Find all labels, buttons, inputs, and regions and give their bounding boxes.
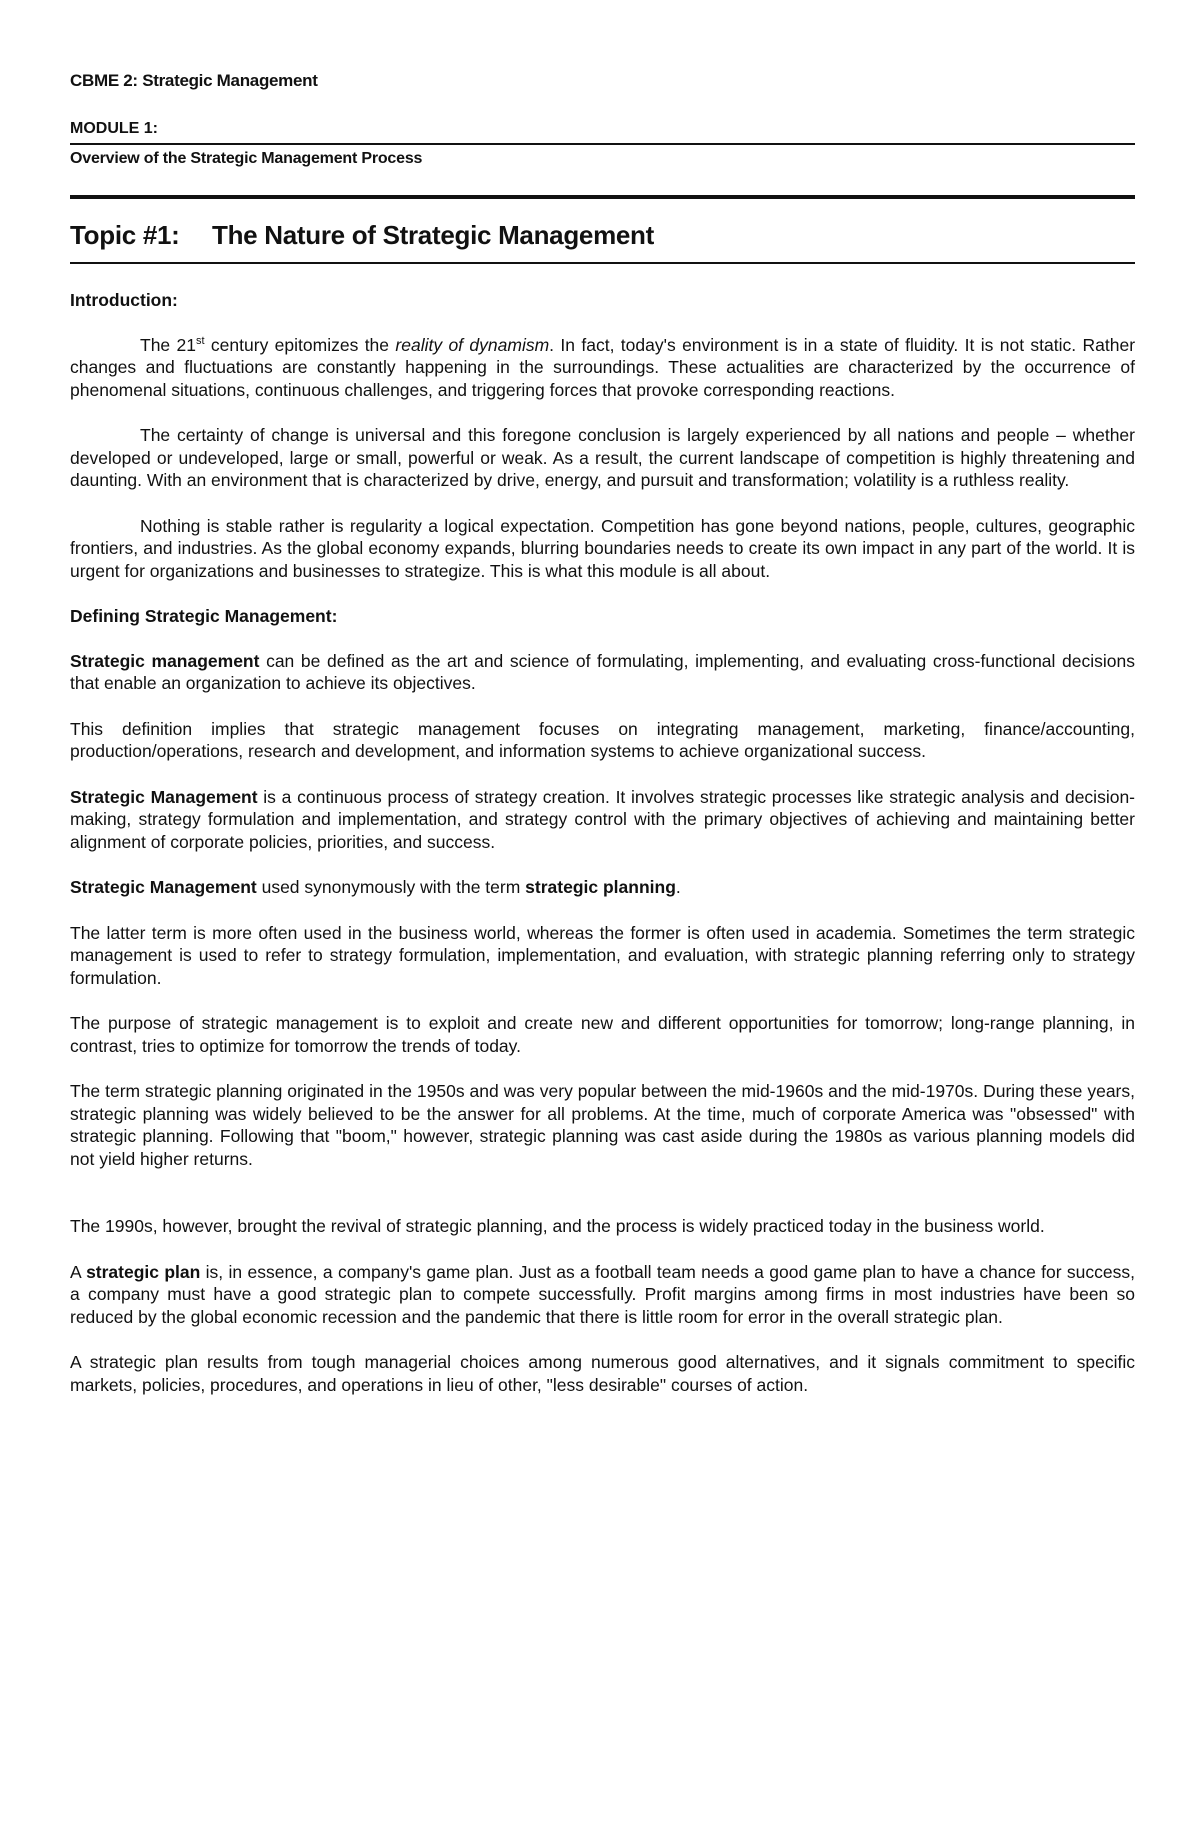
topic-heading	[70, 220, 654, 250]
text: A	[70, 1261, 87, 1282]
paragraph: Nothing is stable rather is regularity a logical expectation. Competition has gone beyond nations, people, cultures, geographic frontiers, and industries. As the global economy expands, blurring boundaries needs to create its own impact in any part of the world. It is urgent for organizations and businesses to strategize. This is what this module is all about.	[70, 515, 1135, 581]
paragraph: The term strategic planning originated in the 1950s and was very popular between the mid-1960s and the mid-1970s. During these years, strategic planning was widely believed to be the answer for all problems. At the time, much of corporate America was "obsessed" with strategic planning. Following that "boom," however, strategic planning was cast aside during the 1980s as various planning models did not yield higher returns.	[70, 1081, 1135, 1169]
text: used synonymously with the term	[256, 877, 526, 897]
superscript: st	[196, 334, 205, 347]
module-label: MODULE 1:	[70, 120, 158, 137]
text: .	[675, 877, 681, 897]
bold-term: Strategic Management	[70, 786, 258, 807]
topic-title: The Nature of Strategic Management	[212, 220, 654, 250]
divider	[70, 143, 1135, 145]
paragraph: A strategic plan results from tough managerial choices among numerous good alternatives, and it signals commitment to specific markets, policies, procedures, and operations in lieu of other, "less desirable" courses of action.	[70, 1352, 1135, 1395]
text: . In fact, today's environment is in a state of fluidity. It is not static. Rather changes and fluctuations are constantly happening in the surroundings. These actualities are characterized by the occurrence of phenomenal situations, continuous challenges, and triggering forces that provoke corresponding reactions.	[70, 334, 1136, 400]
paragraph: This definition implies that strategic management focuses on integrating management, marketing, finance/accounting, production/operations, research and development, and information systems to achieve organizational success.	[70, 718, 1135, 761]
module-title: Overview of the Strategic Management Process	[70, 150, 423, 167]
paragraph	[70, 650, 1135, 695]
text: The 21	[140, 334, 196, 355]
text: is, in essence, a company's game plan. Just as a football team needs a good game plan to have a chance for success, a company must have a good strategic plan to compete successfully. Profit margins among firms in most industries have been so reduced by the global economic recession and the pandemic that there is little room for error in the overall strategic plan.	[70, 1261, 1135, 1327]
bold-term: strategic plan	[86, 1261, 201, 1282]
section-heading-defining: Defining Strategic Management:	[70, 606, 338, 626]
text: can be defined as the art and science of formulating, implementing, and evaluating cross-functional decisions that enable an organization to achieve its objectives.	[70, 650, 1135, 693]
bold-term: strategic planning	[525, 877, 676, 897]
text: is a continuous process of strategy creation. It involves strategic processes like strategic analysis and decision-making, strategy formulation and implementation, and strategy control with the primary objectives of achieving and maintaining better alignment of corporate policies, priorities, and success.	[70, 786, 1136, 852]
emphasis: reality of dynamism	[395, 334, 550, 355]
paragraph	[70, 876, 1135, 899]
paragraph	[70, 334, 1135, 402]
paragraph: The latter term is more often used in the business world, whereas the former is often used in academia. Sometimes the term strategic management is used to refer to strategy formulation, implementation, and evaluation, with strategic planning referring only to strategy formulation.	[70, 922, 1135, 988]
divider	[70, 262, 1135, 264]
paragraph: The 1990s, however, brought the revival of strategic planning, and the process is widely practiced today in the business world.	[70, 1216, 1045, 1236]
section-heading-introduction: Introduction:	[70, 290, 178, 310]
paragraph: The purpose of strategic management is to exploit and create new and different opportunities for tomorrow; long-range planning, in contrast, tries to optimize for tomorrow the trends of today.	[70, 1013, 1135, 1056]
topic-number: Topic #1:	[70, 220, 180, 250]
divider	[70, 195, 1135, 199]
text: century epitomizes the	[204, 334, 396, 355]
document-body	[70, 289, 1135, 1419]
bold-term: Strategic Management	[70, 877, 257, 897]
paragraph	[70, 1261, 1135, 1329]
bold-term: Strategic management	[70, 650, 260, 671]
paragraph: The certainty of change is universal and this foregone conclusion is largely experienced by all nations and people – whether developed or undeveloped, large or small, powerful or weak. As a result, the current landscape of competition is highly threatening and daunting. With an environment that is characterized by drive, energy, and pursuit and transformation; volatility is a ruthless reality.	[70, 425, 1135, 490]
paragraph	[70, 786, 1135, 854]
course-header: CBME 2: Strategic Management	[70, 71, 318, 90]
